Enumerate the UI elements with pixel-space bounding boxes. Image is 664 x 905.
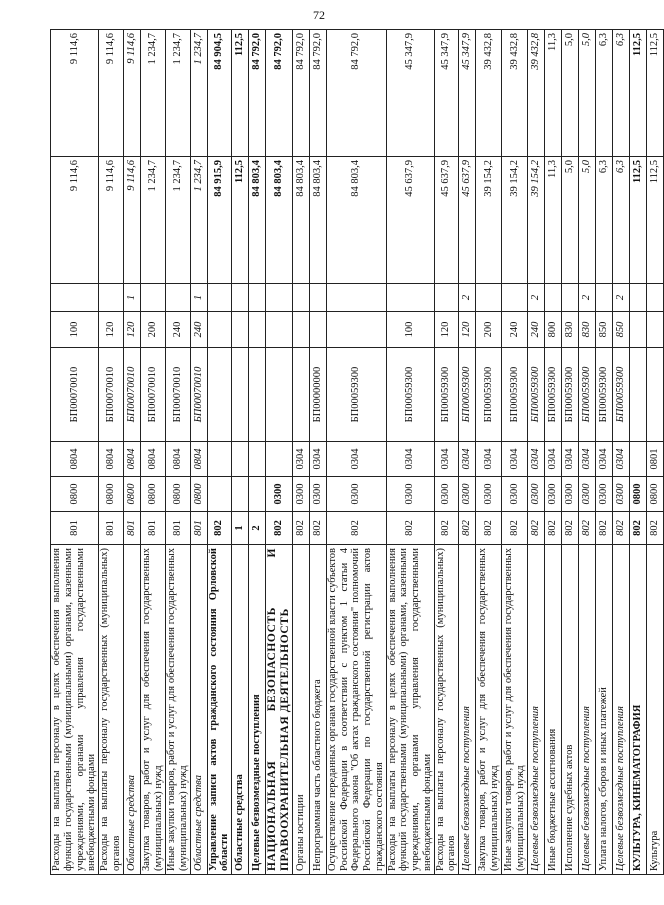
cell-sum2: 1 234,7 [165, 30, 190, 157]
cell-vr: 240 [528, 312, 545, 348]
cell-grbs: 802 [476, 512, 502, 545]
cell-name: Расходы на выплаты персоналу государственных (муниципальных) органов [434, 545, 459, 875]
cell-num [232, 284, 249, 312]
cell-csr [232, 348, 249, 442]
table-row [386, 30, 434, 875]
cell-grbs: 802 [459, 512, 476, 545]
cell-vr: 120 [99, 312, 124, 348]
cell-vr [232, 312, 249, 348]
table-row [309, 30, 326, 875]
cell-sum1: 6,3 [596, 157, 613, 284]
cell-vr [292, 312, 309, 348]
cell-sum1: 84 803,4 [249, 157, 266, 284]
cell-rz: 0300 [459, 477, 476, 512]
cell-grbs: 802 [266, 512, 293, 545]
cell-pr [207, 442, 232, 477]
cell-sum1: 84 803,4 [309, 157, 326, 284]
cell-sum2: 84 792,0 [326, 30, 386, 157]
cell-pr: 0304 [596, 442, 613, 477]
cell-sum1: 84 915,9 [207, 157, 232, 284]
cell-csr [292, 348, 309, 442]
cell-grbs: 802 [562, 512, 579, 545]
cell-csr [630, 348, 647, 442]
cell-num: 2 [459, 284, 476, 312]
cell-csr: БП00070010 [99, 348, 124, 442]
table-row [647, 30, 664, 875]
cell-pr: 0804 [190, 442, 207, 477]
cell-name: Непрограммная часть областного бюджета [309, 545, 326, 875]
cell-vr: 200 [476, 312, 502, 348]
cell-name: Управление записи актов гражданского состояния Орловской области [207, 545, 232, 875]
cell-pr: 0304 [528, 442, 545, 477]
cell-grbs: 802 [292, 512, 309, 545]
cell-csr: БП00059300 [476, 348, 502, 442]
cell-vr [249, 312, 266, 348]
cell-grbs: 802 [545, 512, 562, 545]
cell-sum2: 1 234,7 [190, 30, 207, 157]
table-row [459, 30, 476, 875]
cell-csr: БП00059300 [579, 348, 596, 442]
cell-grbs: 801 [165, 512, 190, 545]
cell-pr: 0804 [51, 442, 99, 477]
cell-grbs: 2 [249, 512, 266, 545]
table-row [292, 30, 309, 875]
cell-name: Целевые безвозмездные поступления [613, 545, 630, 875]
cell-vr: 120 [459, 312, 476, 348]
cell-num [165, 284, 190, 312]
cell-rz [207, 477, 232, 512]
cell-pr: 0304 [386, 442, 434, 477]
cell-rz: 0300 [562, 477, 579, 512]
cell-rz: 0300 [326, 477, 386, 512]
cell-num: 2 [528, 284, 545, 312]
cell-num: 2 [579, 284, 596, 312]
cell-num: 1 [190, 284, 207, 312]
cell-sum2: 39 432,8 [502, 30, 528, 157]
table-row [596, 30, 613, 875]
cell-sum2: 112,5 [232, 30, 249, 157]
cell-grbs: 802 [579, 512, 596, 545]
cell-name: Целевые безвозмездные поступления [459, 545, 476, 875]
cell-vr: 830 [579, 312, 596, 348]
cell-vr [630, 312, 647, 348]
cell-name: Органы юстиции [292, 545, 309, 875]
cell-vr: 240 [165, 312, 190, 348]
cell-sum1: 84 803,4 [326, 157, 386, 284]
cell-grbs: 802 [630, 512, 647, 545]
cell-num [562, 284, 579, 312]
cell-sum2: 84 904,5 [207, 30, 232, 157]
cell-pr: 0801 [647, 442, 664, 477]
cell-rz: 0300 [434, 477, 459, 512]
cell-vr: 120 [434, 312, 459, 348]
cell-sum2: 112,5 [647, 30, 664, 157]
cell-vr [266, 312, 293, 348]
cell-pr: 0304 [476, 442, 502, 477]
cell-vr [647, 312, 664, 348]
cell-grbs: 802 [386, 512, 434, 545]
table-row [232, 30, 249, 875]
cell-csr: БП00059300 [502, 348, 528, 442]
cell-sum1: 84 803,4 [266, 157, 293, 284]
cell-sum2: 84 792,0 [309, 30, 326, 157]
cell-grbs: 802 [502, 512, 528, 545]
cell-sum2: 84 792,0 [266, 30, 293, 157]
cell-pr: 0304 [502, 442, 528, 477]
cell-name: Областные средства [232, 545, 249, 875]
cell-csr: БП00070010 [51, 348, 99, 442]
cell-vr: 100 [386, 312, 434, 348]
table-row [613, 30, 630, 875]
cell-sum1: 39 154,2 [528, 157, 545, 284]
cell-name: Культура [647, 545, 664, 875]
cell-num [51, 284, 99, 312]
cell-sum1: 84 803,4 [292, 157, 309, 284]
cell-name: Осуществление переданных органам государственной власти субъектов Российской Федерации в соответствии с пунктом 1 статьи 4 Федерального закона "Об актах гражданского состояния" полномочий Российской Федерации по государственной регистрации актов гражданского состояния [326, 545, 386, 875]
cell-grbs: 801 [51, 512, 99, 545]
cell-vr: 800 [545, 312, 562, 348]
cell-num [292, 284, 309, 312]
cell-name: Закупка товаров, работ и услуг для обеспечения государственных (муниципальных) нужд [140, 545, 165, 875]
table-row [476, 30, 502, 875]
cell-grbs: 802 [309, 512, 326, 545]
cell-grbs: 802 [613, 512, 630, 545]
cell-pr: 0304 [562, 442, 579, 477]
table-row [528, 30, 545, 875]
cell-vr: 200 [140, 312, 165, 348]
cell-csr [207, 348, 232, 442]
cell-pr: 0304 [545, 442, 562, 477]
cell-sum2: 84 792,0 [249, 30, 266, 157]
cell-rz: 0800 [647, 477, 664, 512]
cell-rz: 0300 [579, 477, 596, 512]
cell-name: Областные средства [123, 545, 140, 875]
cell-num: 1 [123, 284, 140, 312]
cell-rz: 0300 [613, 477, 630, 512]
cell-sum1: 1 234,7 [190, 157, 207, 284]
cell-grbs: 802 [596, 512, 613, 545]
cell-sum2: 45 347,9 [386, 30, 434, 157]
cell-pr: 0304 [309, 442, 326, 477]
cell-sum1: 1 234,7 [140, 157, 165, 284]
cell-rz [232, 477, 249, 512]
cell-rz: 0300 [386, 477, 434, 512]
cell-vr: 830 [562, 312, 579, 348]
cell-grbs: 1 [232, 512, 249, 545]
cell-name: Расходы на выплаты персоналу в целях обеспечения выполнения функций государственными (муниципальными) органами, казенными учреждениями, органами управления государственными внебюджетными фондами [51, 545, 99, 875]
cell-rz: 0300 [545, 477, 562, 512]
table-row [99, 30, 124, 875]
cell-sum2: 39 432,8 [476, 30, 502, 157]
cell-pr: 0304 [434, 442, 459, 477]
cell-rz: 0300 [502, 477, 528, 512]
cell-rz: 0800 [51, 477, 99, 512]
cell-csr: БП00059300 [528, 348, 545, 442]
cell-csr [647, 348, 664, 442]
cell-grbs: 801 [140, 512, 165, 545]
cell-name: Целевые безвозмездные поступления [579, 545, 596, 875]
cell-sum2: 6,3 [596, 30, 613, 157]
cell-name: Областные средства [190, 545, 207, 875]
cell-csr: БП00070010 [190, 348, 207, 442]
cell-csr: БП00059300 [326, 348, 386, 442]
table-row [562, 30, 579, 875]
cell-name: Расходы на выплаты персоналу государственных (муниципальных) органов [99, 545, 124, 875]
cell-sum1: 45 637,9 [434, 157, 459, 284]
cell-pr: 0804 [123, 442, 140, 477]
cell-pr: 0304 [613, 442, 630, 477]
cell-sum1: 6,3 [613, 157, 630, 284]
cell-csr: БП00059300 [459, 348, 476, 442]
table-row [207, 30, 232, 875]
cell-num [386, 284, 434, 312]
cell-name: Расходы на выплаты персоналу в целях обеспечения выполнения функций государственными (муниципальными) органами, казенными учреждениями, органами управления государственными внебюджетными фондами [386, 545, 434, 875]
cell-num [99, 284, 124, 312]
cell-sum1: 112,5 [630, 157, 647, 284]
cell-vr: 120 [123, 312, 140, 348]
table-body [51, 30, 664, 875]
cell-name: КУЛЬТУРА, КИНЕМАТОГРАФИЯ [630, 545, 647, 875]
cell-vr [207, 312, 232, 348]
cell-name: Исполнение судебных актов [562, 545, 579, 875]
cell-num [434, 284, 459, 312]
table-row [630, 30, 647, 875]
cell-csr: БП00059300 [562, 348, 579, 442]
cell-sum1: 5,0 [579, 157, 596, 284]
table-row [190, 30, 207, 875]
cell-sum1: 39 154,2 [476, 157, 502, 284]
cell-name: Целевые безвозмездные поступления [249, 545, 266, 875]
cell-grbs: 802 [207, 512, 232, 545]
rotated-table-container [50, 30, 661, 875]
cell-grbs: 802 [528, 512, 545, 545]
cell-vr: 850 [596, 312, 613, 348]
cell-num [545, 284, 562, 312]
cell-grbs: 802 [326, 512, 386, 545]
cell-num [630, 284, 647, 312]
cell-rz: 0800 [630, 477, 647, 512]
cell-csr: БП00059300 [386, 348, 434, 442]
cell-csr: БП00070010 [123, 348, 140, 442]
cell-num [326, 284, 386, 312]
cell-sum2: 6,3 [613, 30, 630, 157]
cell-vr [326, 312, 386, 348]
cell-csr: БП00059300 [596, 348, 613, 442]
cell-name: Иные закупки товаров, работ и услуг для обеспечения государственных (муниципальных) нужд [165, 545, 190, 875]
table-row [545, 30, 562, 875]
cell-num [476, 284, 502, 312]
cell-vr [309, 312, 326, 348]
cell-num [140, 284, 165, 312]
cell-pr [249, 442, 266, 477]
cell-sum2: 39 432,8 [528, 30, 545, 157]
cell-name: Закупка товаров, работ и услуг для обеспечения государственных (муниципальных) нужд [476, 545, 502, 875]
table-row [579, 30, 596, 875]
cell-sum2: 9 114,6 [99, 30, 124, 157]
cell-sum2: 45 347,9 [434, 30, 459, 157]
cell-num [249, 284, 266, 312]
cell-name: НАЦИОНАЛЬНАЯ БЕЗОПАСНОСТЬ И ПРАВООХРАНИТЕЛЬНАЯ ДЕЯТЕЛЬНОСТЬ [266, 545, 293, 875]
cell-pr [232, 442, 249, 477]
cell-name: Иные бюджетные ассигнования [545, 545, 562, 875]
page-number: 72 [313, 8, 325, 22]
cell-pr: 0304 [579, 442, 596, 477]
cell-sum2: 84 792,0 [292, 30, 309, 157]
cell-sum1: 39 154,2 [502, 157, 528, 284]
cell-pr: 0304 [326, 442, 386, 477]
cell-sum1: 11,3 [545, 157, 562, 284]
cell-grbs: 802 [434, 512, 459, 545]
cell-rz: 0300 [596, 477, 613, 512]
cell-sum1: 112,5 [647, 157, 664, 284]
cell-pr [266, 442, 293, 477]
table-row [266, 30, 293, 875]
cell-csr [266, 348, 293, 442]
cell-csr: БП00059300 [613, 348, 630, 442]
cell-num [309, 284, 326, 312]
cell-csr: БП00070010 [165, 348, 190, 442]
cell-num [266, 284, 293, 312]
cell-csr [249, 348, 266, 442]
table-row [434, 30, 459, 875]
cell-sum1: 9 114,6 [99, 157, 124, 284]
table-row [502, 30, 528, 875]
cell-sum1: 112,5 [232, 157, 249, 284]
table-row [326, 30, 386, 875]
cell-rz: 0800 [165, 477, 190, 512]
cell-rz: 0800 [140, 477, 165, 512]
cell-rz: 0300 [266, 477, 293, 512]
cell-num [207, 284, 232, 312]
cell-sum2: 9 114,6 [123, 30, 140, 157]
cell-sum1: 9 114,6 [51, 157, 99, 284]
cell-csr: БП00070010 [140, 348, 165, 442]
cell-num [647, 284, 664, 312]
cell-sum2: 112,5 [630, 30, 647, 157]
cell-num [596, 284, 613, 312]
table-row [140, 30, 165, 875]
cell-sum1: 9 114,6 [123, 157, 140, 284]
cell-rz: 0300 [476, 477, 502, 512]
cell-sum1: 45 637,9 [459, 157, 476, 284]
table-row [123, 30, 140, 875]
table-row [165, 30, 190, 875]
cell-name: Целевые безвозмездные поступления [528, 545, 545, 875]
cell-vr: 240 [190, 312, 207, 348]
cell-sum2: 5,0 [579, 30, 596, 157]
cell-csr: БП00059300 [545, 348, 562, 442]
cell-grbs: 802 [647, 512, 664, 545]
cell-pr [630, 442, 647, 477]
cell-csr: БП00000000 [309, 348, 326, 442]
cell-pr: 0304 [459, 442, 476, 477]
cell-sum2: 1 234,7 [140, 30, 165, 157]
cell-name: Иные закупки товаров, работ и услуг для обеспечения государственных (муниципальных) нужд [502, 545, 528, 875]
table-row [51, 30, 99, 875]
cell-sum1: 45 637,9 [386, 157, 434, 284]
cell-sum2: 5,0 [562, 30, 579, 157]
cell-pr: 0804 [99, 442, 124, 477]
cell-rz: 0800 [123, 477, 140, 512]
cell-name: Уплата налогов, сборов и иных платежей [596, 545, 613, 875]
cell-rz: 0800 [190, 477, 207, 512]
cell-sum2: 45 347,9 [459, 30, 476, 157]
cell-csr: БП00059300 [434, 348, 459, 442]
cell-rz: 0300 [309, 477, 326, 512]
cell-rz [249, 477, 266, 512]
cell-grbs: 801 [123, 512, 140, 545]
cell-vr: 850 [613, 312, 630, 348]
cell-rz: 0300 [292, 477, 309, 512]
cell-num [502, 284, 528, 312]
cell-sum1: 1 234,7 [165, 157, 190, 284]
cell-grbs: 801 [190, 512, 207, 545]
cell-pr: 0804 [140, 442, 165, 477]
cell-vr: 240 [502, 312, 528, 348]
cell-rz: 0300 [528, 477, 545, 512]
cell-grbs: 801 [99, 512, 124, 545]
budget-table [50, 29, 664, 875]
cell-sum2: 11,3 [545, 30, 562, 157]
cell-num: 2 [613, 284, 630, 312]
cell-pr: 0304 [292, 442, 309, 477]
cell-rz: 0800 [99, 477, 124, 512]
cell-pr: 0804 [165, 442, 190, 477]
cell-sum1: 5,0 [562, 157, 579, 284]
cell-vr: 100 [51, 312, 99, 348]
cell-sum2: 9 114,6 [51, 30, 99, 157]
table-row [249, 30, 266, 875]
